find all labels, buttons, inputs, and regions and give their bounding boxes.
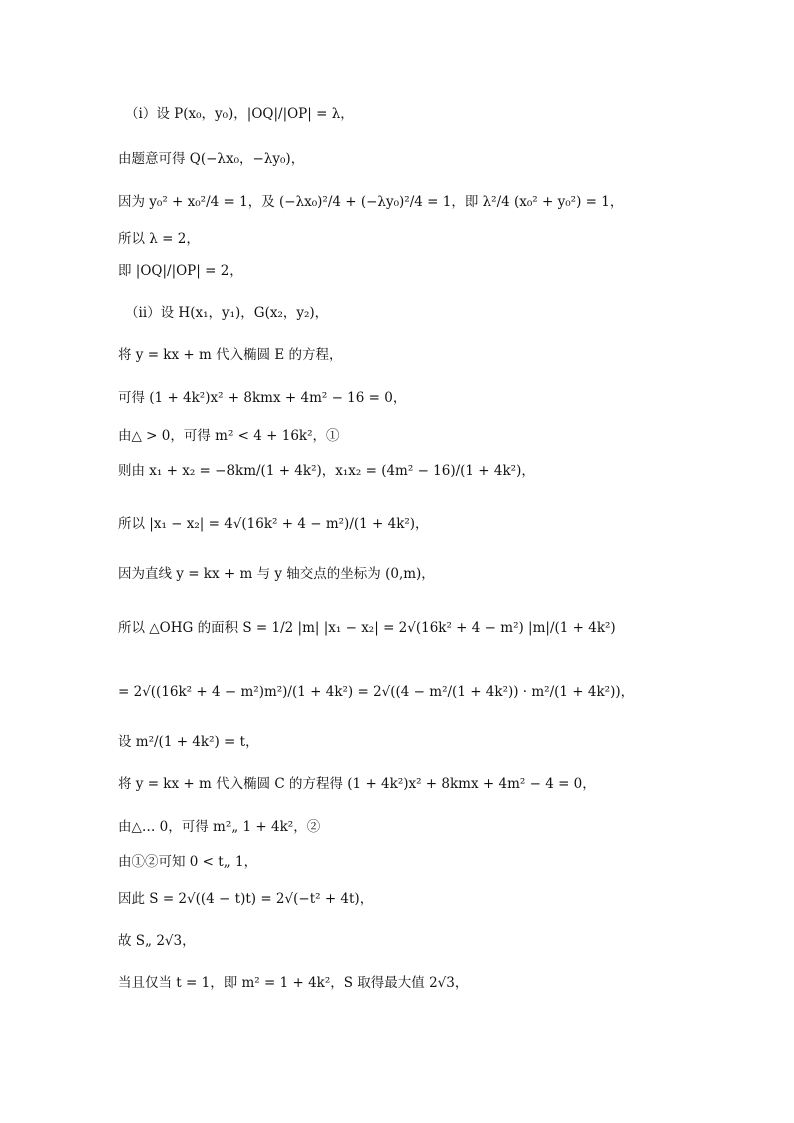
text-line: 因为 y₀² + x₀²/4 = 1，及 (−λx₀)²/4 + (−λy₀)²/4 = 1，即 λ²/4 (x₀² + y₀²) = 1， [118, 194, 624, 210]
text-line: 将 y = kx + m 代入椭圆 E 的方程， [118, 347, 343, 363]
text-line: = 2√((16k² + 4 − m²)m²)/(1 + 4k²) = 2√((4 − m²/(1 + 4k²)) · m²/(1 + 4k²))， [118, 684, 635, 700]
text-line: 因此 S = 2√((4 − t)t) = 2√(−t² + 4t)， [118, 891, 374, 907]
text-line: 由△… 0，可得 m²„ 1 + 4k²，② [118, 819, 321, 835]
text-line: 由题意可得 Q(−λx₀，−λy₀)， [118, 151, 305, 167]
text-line: 因为直线 y = kx + m 与 y 轴交点的坐标为 (0,m)， [118, 566, 435, 582]
text-line: 所以 △OHG 的面积 S = 1/2 |m| |x₁ − x₂| = 2√(16k² + 4 − m²) |m|/(1 + 4k²) [118, 620, 616, 636]
text-line: 由△ > 0，可得 m² < 4 + 16k²，① [118, 428, 340, 444]
text-line: 设 m²/(1 + 4k²) = t， [118, 734, 259, 750]
text-line: 所以 λ = 2， [118, 231, 200, 247]
text-line: 由①②可知 0 < t„ 1， [118, 854, 258, 870]
text-line: 可得 (1 + 4k²)x² + 8kmx + 4m² − 16 = 0， [118, 390, 407, 406]
text-line: （ⅱ）设 H(x₁，y₁)，G(x₂，y₂)， [125, 305, 329, 321]
text-line: 将 y = kx + m 代入椭圆 C 的方程得 (1 + 4k²)x² + 8kmx + 4m² − 4 = 0， [118, 776, 596, 792]
text-line: 则由 x₁ + x₂ = −8km/(1 + 4k²)，x₁x₂ = (4m² − 16)/(1 + 4k²)， [118, 463, 535, 479]
text-line: 故 S„ 2√3， [118, 933, 196, 949]
text-line: （ⅰ）设 P(x₀，y₀)，|OQ|/|OP| = λ， [125, 106, 354, 122]
text-line: 所以 |x₁ − x₂| = 4√(16k² + 4 − m²)/(1 + 4k²)， [118, 516, 429, 532]
text-line: 即 |OQ|/|OP| = 2， [118, 263, 243, 279]
text-line: 当且仅当 t = 1，即 m² = 1 + 4k²，S 取得最大值 2√3， [118, 975, 469, 991]
